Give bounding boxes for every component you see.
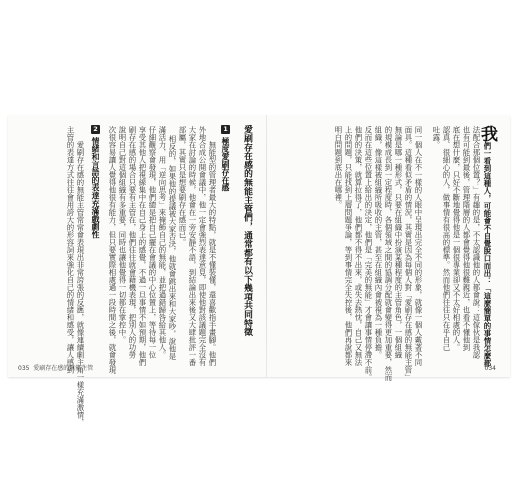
item1-title: 極度愛刷存在感 bbox=[221, 137, 230, 192]
intro-line: 也有可能到最後，管理階層的人都會覺得他很難親近，也看不懂他到 bbox=[462, 126, 471, 351]
item1-line: 相反的，如果他的提議被大家否決，他就會跳出來和大家吵，說他是 bbox=[168, 135, 177, 360]
item2-line: 主管的表達方式往往會用誇大的形容詞來強化自己的情緒和感受，讓人感到 bbox=[66, 126, 75, 374]
intro-line: 認真、很細心的人，做事情有很高的標準。然而他們往往只在乎自己 bbox=[442, 126, 451, 351]
intro-line: 們一看到這種人，可能會不自覺脫口而出：「這麼簡單的事情怎麼都 bbox=[483, 142, 492, 368]
item-number-badge: 2 bbox=[91, 125, 100, 134]
item2-title: 情緒和言語的表達充滿戲劇性 bbox=[91, 137, 100, 239]
item1-line: 仔細觀察會發現，他們總是把自己擺在會議的中心位置上，等待每一位 bbox=[148, 126, 157, 359]
body-line: 反而在這些位置上給出的決定，他們是「完美的無能」才會讓事情停滯不前。 bbox=[364, 126, 373, 381]
item1-line: 部屬，其實只是想要刷存在感而已。 bbox=[178, 126, 187, 246]
body-line: 他們的決策，就算拉得了，他們都不得不出來，或失去熱忱，自己又無法 bbox=[354, 126, 363, 366]
body-line: 同一個人在不一樣的人眼中呈現出完全不同的形象，就像一個人戴著不同 bbox=[414, 126, 423, 366]
intro-line: 法配合那個位置？」有趣的是，不太認識他的人都會說：這傢伙是我認 bbox=[472, 126, 481, 359]
intro-line: 底在想什麼，只好不斷地覺得他是一個很專業卻又不太好相處的人。 bbox=[452, 126, 461, 351]
body-line: 的規模成長到一定程度時，各個領域之間的協調分配就會變得更加重要，然而 bbox=[384, 126, 393, 381]
item-number-badge: 1 bbox=[221, 125, 230, 134]
body-line: 明白問題到底出在哪裡。 bbox=[334, 126, 343, 209]
body-line: 面具。這種看似矛盾的情況，其實是因為每個人對「愛刷存在感的無能主管」 bbox=[404, 126, 413, 381]
body-line: 無論是哪一種形式，只要在組織中扮演某種程度的主管角色，一個組織 bbox=[394, 126, 403, 359]
item1-line: 滿活力，用「逆向思考」來掩飾自己的無能，並把過錯歸咎給其他人。 bbox=[158, 126, 167, 359]
folio-title: 愛刷存在感的無能主管 bbox=[33, 365, 94, 372]
item1-line: 大家在討論的時候，他會在一旁安靜不語，到結論出來後又大肆批評一番 bbox=[188, 126, 197, 366]
item1-line: 無能型的管理者最大的特點，就是不懂裝懂，還喜歡指手畫腳。他們 bbox=[208, 141, 217, 366]
page-number-left bbox=[18, 363, 93, 372]
item1-line: 外地合成公開會議中，他一定會強烈表達意見，即使他對該議題完全沒有 bbox=[198, 126, 207, 366]
left-page bbox=[8, 115, 266, 426]
body-line: 上的問題，只能找到上層問題爭論，等到事情完全失控後，他們再說都來 bbox=[344, 126, 353, 366]
intro-line: 吐露。 bbox=[432, 126, 441, 149]
section-title: 愛刷存在感的無能主管們，通常都有以下幾項共同特徵 bbox=[242, 125, 252, 337]
item1-line: 刷存在感的場合只要有主管在，他們往往就會藉機表現，把別人的功勞 bbox=[128, 126, 137, 359]
item1-line: 享受其他人把視線集中在自己身上的感覺，不過一旦事情不如預期，他們 bbox=[138, 126, 147, 366]
folio-number: 035 bbox=[18, 365, 30, 372]
item1-line: 說明自己對這個組織有多重要，同時也讓他覺得一切都在掌控中。 bbox=[118, 126, 127, 344]
item1-line: 次很容易讓人覺得他很有能力，但只要實際相處過一段時間之後，就會發現 bbox=[108, 126, 117, 374]
body-line: 組織，像這樣被組織所吸收的主管，甚至在組織內會被視為一種負擔。 bbox=[374, 126, 383, 359]
right-page bbox=[267, 115, 510, 381]
item2-line: 愛刷存在感的無能主管常常會表現出非常誇張的反應，就像連續劇主角一樣充滿激情， bbox=[76, 141, 85, 426]
book-spread bbox=[8, 115, 510, 426]
drop-cap: 我 bbox=[477, 125, 497, 143]
page-number-right: 034 bbox=[484, 365, 496, 372]
